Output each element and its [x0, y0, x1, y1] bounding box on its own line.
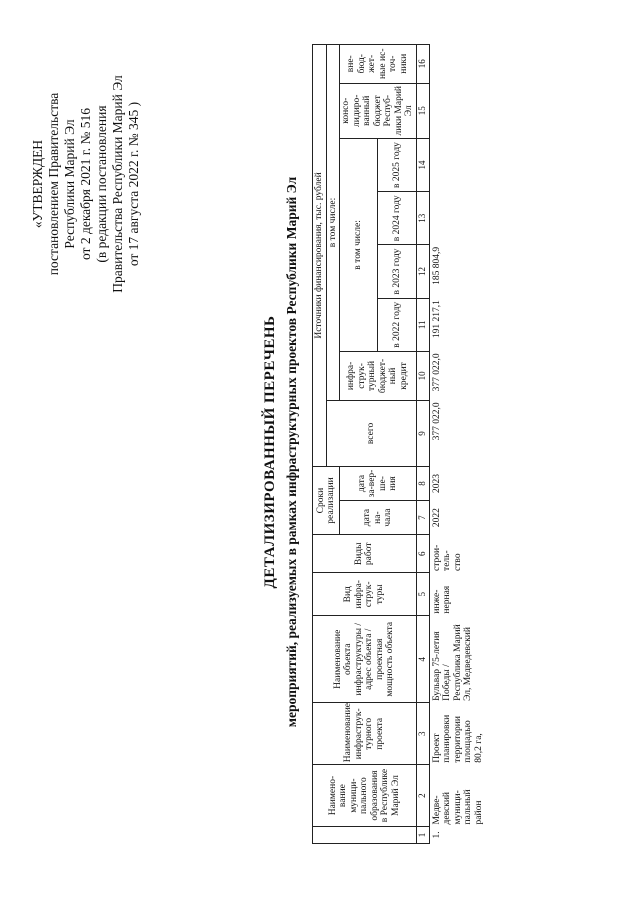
total-cell: 377 022,0	[431, 402, 442, 441]
header-municipality: Наимено-вание муници-пального образования в Республике Марий Эл	[313, 765, 417, 827]
header-project-name: Наименование инфраструк-турного проекта	[313, 703, 417, 765]
header-year-2024: в 2024 году	[378, 192, 416, 245]
header-total: всего	[326, 400, 416, 466]
approval-line: постановлением Правительства	[46, 92, 61, 276]
column-number: 16	[416, 45, 429, 84]
year-2025-cell	[429, 138, 485, 191]
projects-table	[312, 44, 485, 844]
column-number: 8	[416, 466, 429, 500]
column-number: 3	[416, 703, 429, 765]
header-infra-credit: инфра-струк-турный бюджет-ный кредит	[340, 351, 417, 400]
project-name-cell: Проект планировки территории площадью 80,2 га,	[431, 714, 484, 763]
header-extrabudget: вне-бюд-жет-ные ис-точ-ники	[340, 45, 417, 84]
table-row	[429, 45, 485, 844]
column-number: 11	[416, 298, 429, 351]
header-start-date: дата на-чала	[340, 501, 417, 535]
approval-line: (в редакции постановления	[94, 105, 109, 263]
work-type-cell: строи-тель-ство	[431, 544, 463, 571]
year-2024-cell	[429, 192, 485, 245]
header-object-name: Наименование объекта инфраструктуры / адрес объекта / проектная мощность объекта	[313, 616, 417, 703]
year-2023-cell: 185 804,9	[431, 246, 442, 285]
column-number: 5	[416, 573, 429, 616]
column-number: 1	[416, 826, 429, 843]
credit-cell: 377 022,0	[431, 353, 442, 392]
approval-line: Правительства Республики Марий Эл	[110, 75, 125, 293]
column-number: 10	[416, 351, 429, 400]
header-year-2025: в 2025 году	[378, 138, 416, 191]
consolidated-cell	[429, 83, 485, 138]
header-end-date: дата за-вер-ше-ния	[340, 466, 417, 500]
column-number: 15	[416, 83, 429, 138]
column-number-row	[416, 45, 429, 844]
header-including: в том числе:	[326, 45, 340, 401]
infra-type-cell: инже-нерная	[431, 585, 452, 614]
header-funding: Источники финансирования, тыс. рублей	[313, 45, 327, 467]
column-number: 6	[416, 535, 429, 573]
header-consolidated: консо-лидиро-ванный бюджет Респуб-лики Марий Эл	[340, 83, 417, 138]
approval-stamp	[30, 24, 142, 344]
header-year-2023: в 2023 году	[378, 245, 416, 298]
document-title: ДЕТАЛИЗИРОВАННЫЙ ПЕРЕЧЕНЬ	[262, 315, 278, 589]
column-number: 12	[416, 245, 429, 298]
column-number: 14	[416, 138, 429, 191]
extrabudget-cell	[429, 45, 485, 84]
municipality-cell: Медве-девский муници-пальный район	[431, 789, 484, 825]
column-number: 2	[416, 765, 429, 827]
header-no	[313, 826, 417, 843]
approval-line: от 17 августа 2022 г. № 345 )	[126, 101, 141, 267]
row-number: 1.	[431, 831, 442, 839]
column-number: 9	[416, 400, 429, 466]
approval-line: «УТВЕРЖДЕН	[30, 139, 45, 229]
header-infra-type: Вид инфра-струк-туры	[313, 573, 417, 616]
column-number: 4	[416, 616, 429, 703]
object-name-cell: Бульвар 75-летия Победы / Республика Марий Эл, Медведевский	[431, 624, 473, 701]
start-date-cell: 2022	[431, 508, 442, 528]
header-year-2022: в 2022 году	[378, 298, 416, 351]
approval-line: Республики Марий Эл	[62, 119, 77, 249]
header-work-type: Виды работ	[313, 535, 417, 573]
column-number: 13	[416, 192, 429, 245]
header-including-sub: в том числе:	[340, 138, 378, 351]
year-2022-cell: 191 217,1	[431, 300, 442, 339]
document-subtitle: мероприятий, реализуемых в рамках инфраструктурных проектов Республики Марий Эл	[284, 176, 299, 728]
header-terms: Сроки реализации	[313, 466, 340, 534]
end-date-cell: 2023	[431, 474, 442, 493]
approval-line: от 2 декабря 2021 г. № 516	[78, 107, 93, 261]
column-number: 7	[416, 501, 429, 535]
